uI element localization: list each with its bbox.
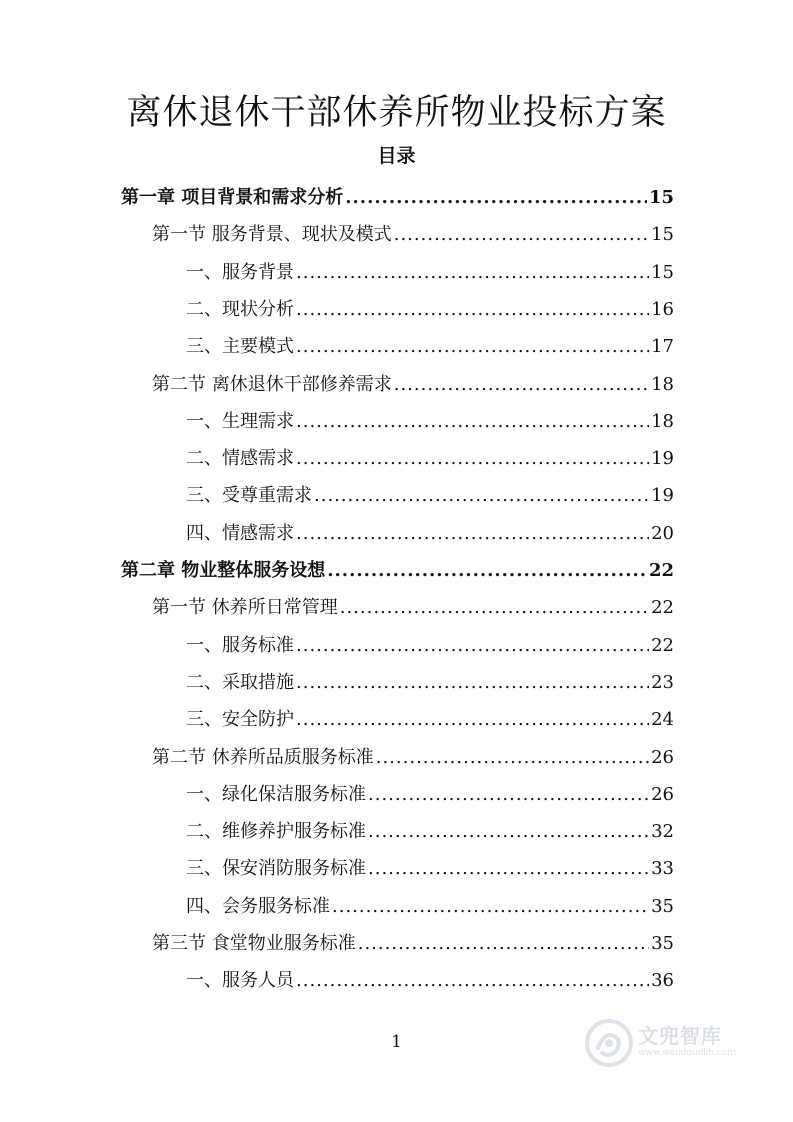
- page-title: 离休退休干部休养所物业投标方案: [126, 93, 667, 133]
- toc-entry-page: 26: [651, 746, 674, 768]
- toc-entry-label: 三、主要模式: [186, 336, 294, 358]
- toc-dot-leader: [394, 373, 649, 397]
- toc-dot-leader: [368, 783, 649, 807]
- toc-entry-chapter[interactable]: [121, 180, 674, 210]
- toc-dot-leader: [296, 447, 649, 471]
- toc-entry-label: 一、服务背景: [186, 261, 294, 283]
- toc-dot-leader: [345, 186, 647, 210]
- toc-entry-label: 二、情感需求: [186, 448, 294, 470]
- watermark: [582, 1016, 762, 1076]
- toc-entry-label: 第二节 休养所品质服务标准: [152, 746, 374, 768]
- toc-entry-page: 32: [651, 821, 674, 843]
- toc-dot-leader: [368, 857, 649, 881]
- toc-entry-page: 36: [651, 970, 674, 992]
- toc-entry-page: 17: [651, 336, 674, 358]
- toc-entry-label: 二、维修养护服务标准: [186, 821, 366, 843]
- toc-entry-page: 16: [651, 298, 674, 320]
- toc-dot-leader: [296, 969, 649, 993]
- toc-entry-section[interactable]: [152, 926, 674, 956]
- toc-dot-leader: [314, 484, 649, 508]
- page-number: 1: [391, 1032, 402, 1052]
- toc-entry-label: 第一节 休养所日常管理: [152, 597, 338, 619]
- toc-entry-item[interactable]: [186, 441, 674, 471]
- toc-dot-leader: [296, 261, 649, 285]
- toc-entry-page: 22: [648, 560, 674, 581]
- toc-entry-page: 19: [651, 485, 674, 507]
- toc-entry-item[interactable]: [186, 777, 674, 807]
- watermark-brand: 文兜智库: [638, 1024, 722, 1048]
- toc-entry-label: 第三节 食堂物业服务标准: [152, 933, 356, 954]
- toc-entry-page: 15: [648, 187, 674, 208]
- toc-entry-page: 26: [651, 783, 674, 805]
- toc-entry-chapter[interactable]: [121, 553, 674, 583]
- toc-entry-label: 第一节 服务背景、现状及模式: [152, 224, 392, 246]
- toc-dot-leader: [368, 820, 649, 844]
- toc-entry-page: 20: [651, 522, 674, 544]
- toc-dot-leader: [296, 335, 649, 359]
- wendou-logo-icon: [584, 1018, 634, 1068]
- toc-dot-leader: [296, 671, 649, 695]
- toc-entry-item[interactable]: [186, 628, 674, 658]
- toc-entry-item[interactable]: [186, 814, 674, 844]
- watermark-url: www.wendoudlib.com: [638, 1048, 737, 1058]
- toc-dot-leader: [358, 932, 649, 956]
- toc-entry-page: 24: [651, 709, 674, 731]
- toc-entry-label: 四、会务服务标准: [186, 895, 330, 917]
- toc-dot-leader: [296, 708, 649, 732]
- toc-entry-section[interactable]: [152, 740, 674, 770]
- toc-entry-label: 第二章 物业整体服务设想: [121, 560, 326, 581]
- toc-dot-leader: [296, 522, 649, 546]
- toc-entry-item[interactable]: [186, 889, 674, 919]
- toc-entry-label: 一、服务人员: [186, 970, 294, 992]
- toc-entry-page: 15: [651, 224, 674, 246]
- toc-entry-page: 18: [651, 410, 674, 432]
- toc-entry-page: 35: [651, 895, 674, 917]
- toc-entry-page: 22: [651, 597, 674, 619]
- toc-dot-leader: [332, 895, 649, 919]
- toc-entry-label: 一、服务标准: [186, 634, 294, 656]
- toc-entry-label: 三、受尊重需求: [186, 485, 312, 507]
- toc-entry-label: 二、采取措施: [186, 671, 294, 693]
- toc-entry-label: 一、绿化保洁服务标准: [186, 783, 366, 805]
- toc-entry-item[interactable]: [186, 404, 674, 434]
- toc-dot-leader: [296, 298, 649, 322]
- toc-entry-section[interactable]: [152, 590, 674, 620]
- toc-entry-item[interactable]: [186, 851, 674, 881]
- toc-dot-leader: [376, 746, 649, 770]
- toc-dot-leader: [296, 634, 649, 658]
- toc-entry-item[interactable]: [186, 516, 674, 546]
- toc-dot-leader: [340, 596, 649, 620]
- toc-dot-leader: [296, 410, 649, 434]
- toc-entry-page: 22: [651, 634, 674, 656]
- toc-entry-label: 四、情感需求: [186, 522, 294, 544]
- toc-entry-page: 18: [651, 373, 674, 395]
- toc-entry-page: 23: [651, 671, 674, 693]
- toc-entry-item[interactable]: [186, 255, 674, 285]
- toc-entry-page: 35: [651, 933, 674, 954]
- toc-entry-label: 第一章 项目背景和需求分析: [121, 187, 344, 208]
- toc-entry-label: 三、保安消防服务标准: [186, 858, 366, 880]
- toc-entry-item[interactable]: [186, 292, 674, 322]
- toc-entry-item[interactable]: [186, 665, 674, 695]
- toc-entry-page: 15: [651, 261, 674, 283]
- toc-entry-label: 三、安全防护: [186, 709, 294, 731]
- toc-entry-item[interactable]: [186, 702, 674, 732]
- toc-entry-item[interactable]: [186, 329, 674, 359]
- toc-entry-label: 一、生理需求: [186, 410, 294, 432]
- toc-entry-label: 第二节 离休退休干部修养需求: [152, 373, 392, 395]
- toc-heading: 目录: [377, 145, 416, 167]
- toc-entry-item[interactable]: [186, 478, 674, 508]
- toc-entry-label: 二、现状分析: [186, 298, 294, 320]
- toc-entry-section[interactable]: [152, 367, 674, 397]
- toc-dot-leader: [327, 559, 647, 583]
- toc-entry-section[interactable]: [152, 217, 674, 247]
- toc-entry-item[interactable]: [186, 963, 674, 993]
- toc-entry-page: 19: [651, 448, 674, 470]
- toc-entry-page: 33: [651, 858, 674, 880]
- toc-dot-leader: [394, 223, 649, 247]
